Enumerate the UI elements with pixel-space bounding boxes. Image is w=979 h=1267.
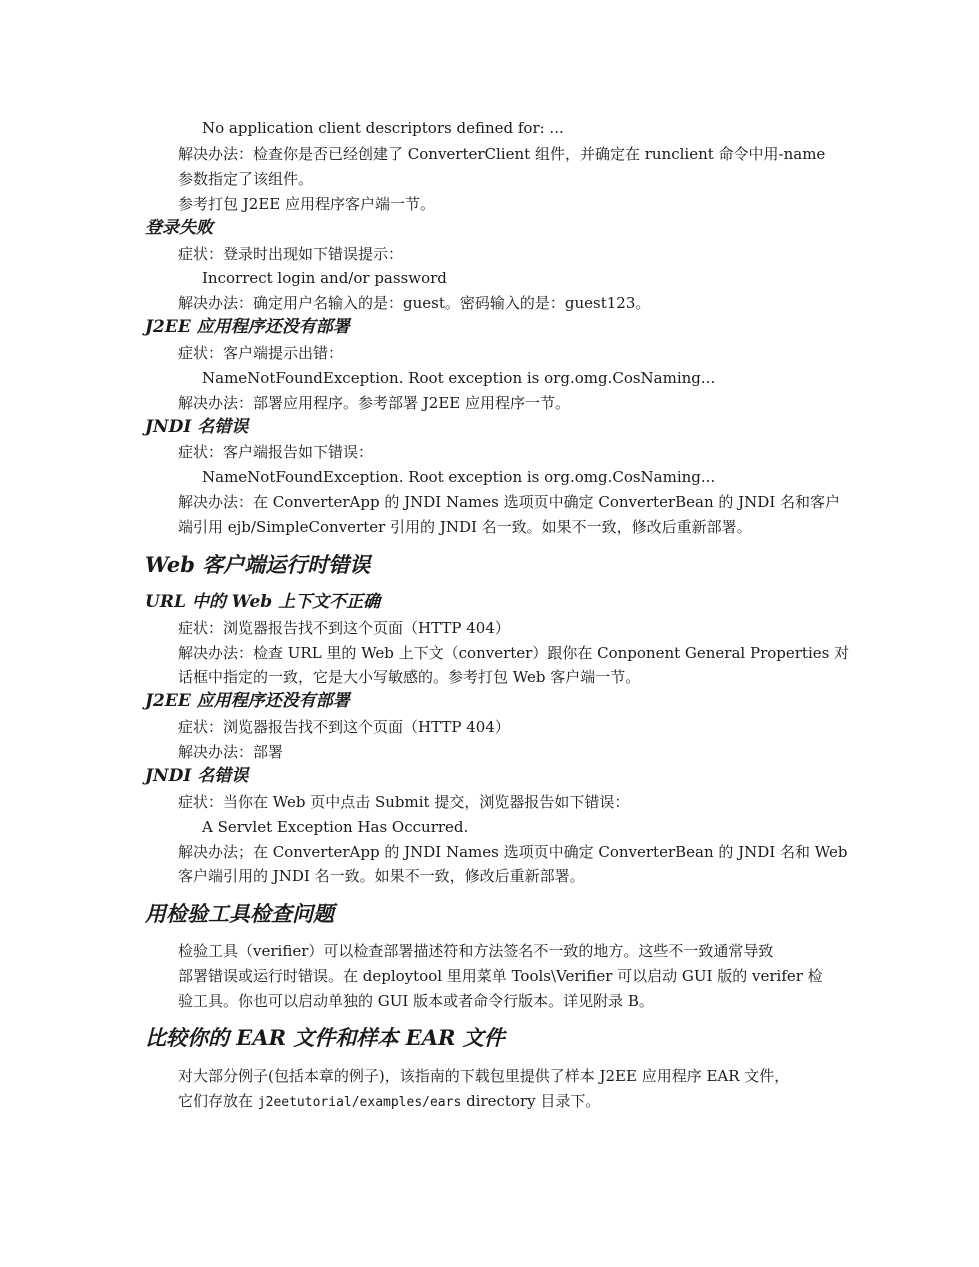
solution-text: 客户端引用的 JNDI 名一致。如果不一致，修改后重新部署。 <box>178 867 585 885</box>
section-heading-verifier: 用检验工具检查问题 <box>145 901 334 926</box>
subsection-heading-jndi: JNDI 名错误 <box>145 766 249 786</box>
solution-text: 解决办法：部署应用程序。参考部署 J2EE 应用程序一节。 <box>178 394 570 412</box>
section-heading-web-client: Web 客户端运行时错误 <box>145 552 371 577</box>
section-heading-ear: 比较你的 EAR 文件和样本 EAR 文件 <box>145 1025 505 1050</box>
symptom-text: 症状：登录时出现如下错误提示： <box>178 245 404 263</box>
solution-text: 解决办法：检查你是否已经创建了 ConverterClient 组件，并确定在 runclient 命令中用-name <box>178 145 826 163</box>
symptom-text: 症状：客户端报告如下错误： <box>178 443 374 461</box>
symptom-text: 症状：浏览器报告找不到这个页面（HTTP 404） <box>178 619 510 637</box>
symptom-text: 症状：当你在 Web 页中点击 Submit 提交，浏览器报告如下错误： <box>178 793 630 811</box>
reference-text: 参考打包 J2EE 应用程序客户端一节。 <box>178 195 435 213</box>
paragraph-text: 它们存放在 <box>178 1092 254 1110</box>
solution-text: 端引用 ejb/SimpleConverter 引用的 JNDI 名一致。如果不一致，修改后重新部署。 <box>178 518 752 536</box>
solution-text: 参数指定了该组件。 <box>178 170 314 188</box>
solution-text: 话框中指定的一致，它是大小写敏感的。参考打包 Web 客户端一节。 <box>178 668 641 686</box>
solution-text: 解决办法；在 ConverterApp 的 JNDI Names 选项页中确定 ConverterBean 的 JNDI 名和 Web <box>178 843 848 861</box>
directory-path: j2eetutorial/examples/ears <box>257 1095 462 1110</box>
solution-text: 解决办法：确定用户名输入的是：guest。密码输入的是：guest123。 <box>178 294 651 312</box>
paragraph-text: directory 目录下。 <box>466 1092 601 1110</box>
symptom-text: 症状：浏览器报告找不到这个页面（HTTP 404） <box>178 718 510 736</box>
subsection-heading-jndi: JNDI 名错误 <box>145 417 249 437</box>
paragraph-line: 对大部分例子(包括本章的例子)，该指南的下载包里提供了样本 J2EE 应用程序 EAR 文件， <box>178 1067 790 1085</box>
symptom-text: 症状：客户端提示出错： <box>178 344 344 362</box>
error-message: A Servlet Exception Has Occurred. <box>202 818 469 836</box>
paragraph-line: 检验工具（verifier）可以检查部署描述符和方法签名不一致的地方。这些不一致通常导致 <box>178 942 774 960</box>
error-message: NameNotFoundException. Root exception is org.omg.CosNaming... <box>202 369 716 387</box>
subsection-heading-url: URL 中的 Web 上下文不正确 <box>145 592 381 612</box>
solution-text: 解决办法：在 ConverterApp 的 JNDI Names 选项页中确定 ConverterBean 的 JNDI 名和客户 <box>178 493 841 511</box>
error-message: NameNotFoundException. Root exception is org.omg.CosNaming... <box>202 468 716 486</box>
solution-text: 解决办法：部署 <box>178 743 284 761</box>
paragraph-line: 部署错误或运行时错误。在 deploytool 里用菜单 Tools\Verifier 可以启动 GUI 版的 verifer 检 <box>178 967 823 985</box>
subsection-heading-login: 登录失败 <box>145 218 213 238</box>
subsection-heading-not-deployed: J2EE 应用程序还没有部署 <box>145 691 350 711</box>
paragraph-line <box>178 1091 600 1113</box>
error-message: No application client descriptors defined for: ... <box>202 119 564 137</box>
subsection-heading-not-deployed: J2EE 应用程序还没有部署 <box>145 317 350 337</box>
paragraph-line: 验工具。你也可以启动单独的 GUI 版本或者命令行版本。详见附录 B。 <box>178 992 654 1010</box>
solution-text: 解决办法：检查 URL 里的 Web 上下文（converter）跟你在 Conponent General Properties 对 <box>178 644 850 662</box>
error-message: Incorrect login and/or password <box>202 269 447 287</box>
